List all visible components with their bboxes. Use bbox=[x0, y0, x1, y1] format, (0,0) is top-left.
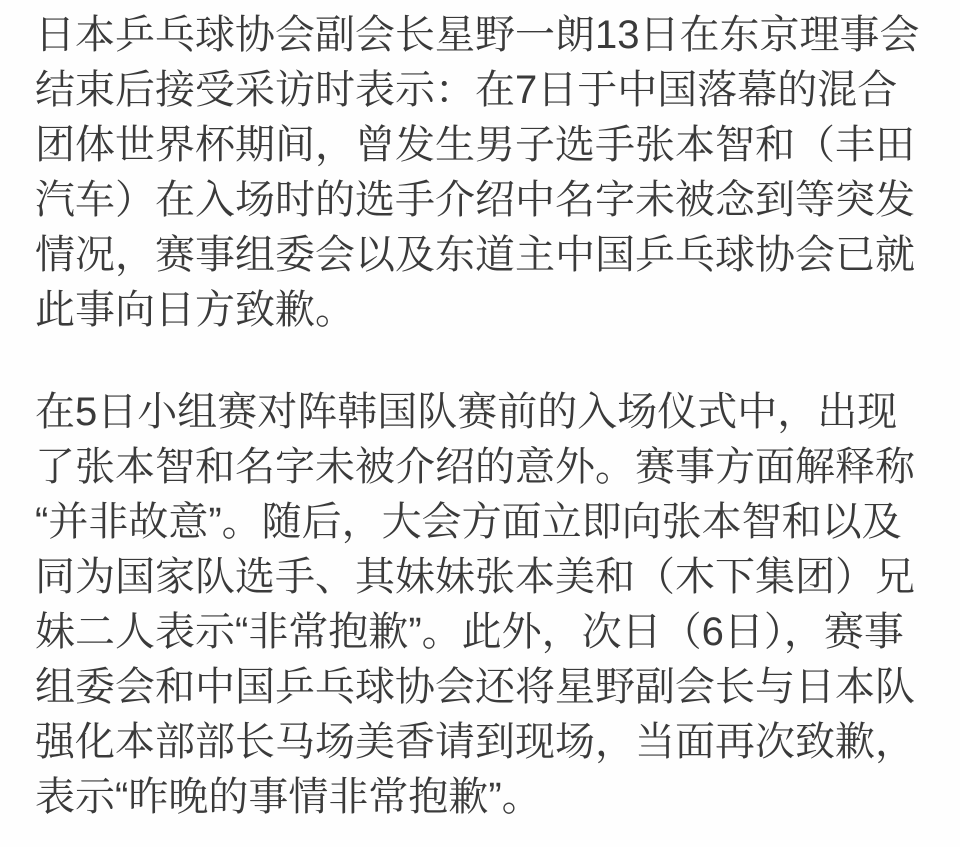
text-line: 表示“昨晚的事情非常抱歉”。 bbox=[35, 775, 542, 819]
text-line: 组委会和中国乒乓球协会还将星野副会长与日本队 bbox=[35, 665, 915, 709]
paragraph-1 bbox=[35, 8, 920, 338]
text-line: 此事向日方致歉。 bbox=[35, 288, 355, 332]
text-line: 妹二人表示“非常抱歉”。此外，次日（6日），赛事 bbox=[35, 610, 904, 654]
text-line: 同为国家队选手、其妹妹张本美和（木下集团）兄 bbox=[35, 555, 915, 599]
paragraph-2 bbox=[35, 385, 920, 825]
text-line: 团体世界杯期间，曾发生男子选手张本智和（丰田 bbox=[35, 123, 915, 167]
text-line: 汽车）在入场时的选手介绍中名字未被念到等突发 bbox=[35, 178, 915, 222]
text-line: “并非故意”。随后，大会方面立即向张本智和以及 bbox=[35, 500, 902, 544]
text-line: 结束后接受采访时表示：在7日于中国落幕的混合 bbox=[35, 68, 898, 112]
text-line: 了张本智和名字未被介绍的意外。赛事方面解释称 bbox=[35, 445, 915, 489]
text-line: 情况，赛事组委会以及东道主中国乒乓球协会已就 bbox=[35, 233, 915, 277]
text-line: 日本乒乓球协会副会长星野一朗13日在东京理事会 bbox=[35, 13, 920, 57]
text-line: 在5日小组赛对阵韩国队赛前的入场仪式中，出现 bbox=[35, 390, 898, 434]
text-line: 强化本部部长马场美香请到现场，当面再次致歉， bbox=[35, 720, 915, 764]
